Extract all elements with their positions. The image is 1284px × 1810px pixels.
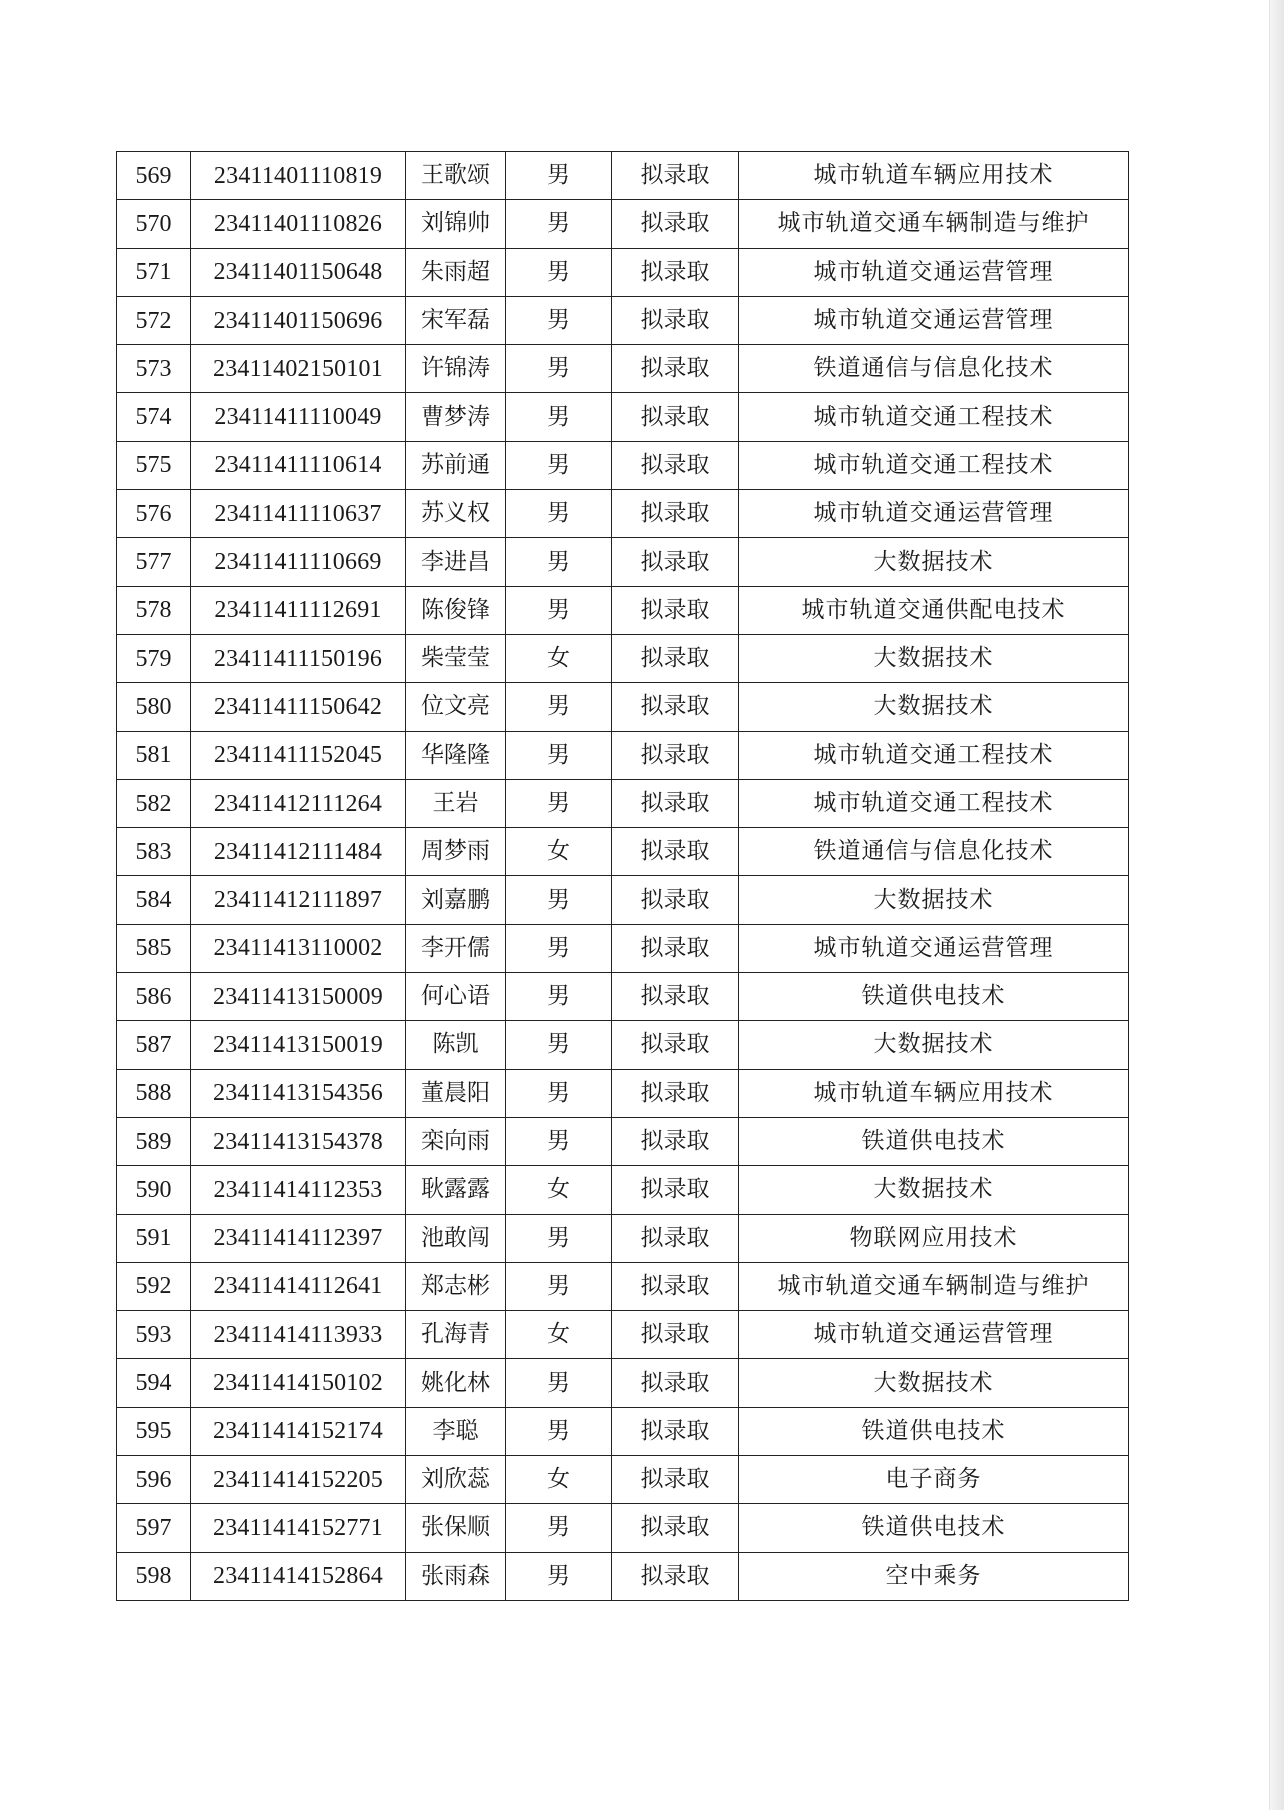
major-cell: 城市轨道交通工程技术 — [739, 731, 1129, 779]
row-number-cell: 570 — [117, 200, 191, 248]
name-cell: 耿露露 — [406, 1166, 506, 1214]
row-number-cell: 598 — [117, 1552, 191, 1600]
name-cell: 栾向雨 — [406, 1117, 506, 1165]
row-number-cell: 595 — [117, 1407, 191, 1455]
major-cell: 城市轨道交通运营管理 — [739, 296, 1129, 344]
status-cell: 拟录取 — [612, 1117, 739, 1165]
row-number-cell: 581 — [117, 731, 191, 779]
table-row — [117, 973, 1129, 1021]
major-cell: 铁道供电技术 — [739, 973, 1129, 1021]
status-cell: 拟录取 — [612, 973, 739, 1021]
major-cell: 城市轨道车辆应用技术 — [739, 1069, 1129, 1117]
row-number-cell: 592 — [117, 1262, 191, 1310]
major-cell: 城市轨道交通车辆制造与维护 — [739, 200, 1129, 248]
candidate-id-cell: 23411413154378 — [191, 1117, 406, 1165]
name-cell: 刘锦帅 — [406, 200, 506, 248]
gender-cell: 男 — [506, 731, 612, 779]
major-cell: 城市轨道交通工程技术 — [739, 441, 1129, 489]
row-number-cell: 591 — [117, 1214, 191, 1262]
status-cell: 拟录取 — [612, 490, 739, 538]
gender-cell: 男 — [506, 296, 612, 344]
table-row — [117, 1359, 1129, 1407]
name-cell: 何心语 — [406, 973, 506, 1021]
table-row — [117, 200, 1129, 248]
gender-cell: 女 — [506, 828, 612, 876]
major-cell: 物联网应用技术 — [739, 1214, 1129, 1262]
name-cell: 朱雨超 — [406, 248, 506, 296]
candidate-id-cell: 23411414152864 — [191, 1552, 406, 1600]
gender-cell: 男 — [506, 1504, 612, 1552]
name-cell: 姚化林 — [406, 1359, 506, 1407]
table-row — [117, 1311, 1129, 1359]
major-cell: 大数据技术 — [739, 683, 1129, 731]
table-row — [117, 1456, 1129, 1504]
name-cell: 苏前通 — [406, 441, 506, 489]
candidate-id-cell: 23411413150019 — [191, 1021, 406, 1069]
gender-cell: 男 — [506, 876, 612, 924]
name-cell: 王歌颂 — [406, 152, 506, 200]
name-cell: 周梦雨 — [406, 828, 506, 876]
status-cell: 拟录取 — [612, 634, 739, 682]
status-cell: 拟录取 — [612, 1504, 739, 1552]
candidate-id-cell: 23411411110669 — [191, 538, 406, 586]
status-cell: 拟录取 — [612, 345, 739, 393]
gender-cell: 男 — [506, 1359, 612, 1407]
row-number-cell: 569 — [117, 152, 191, 200]
gender-cell: 男 — [506, 1552, 612, 1600]
row-number-cell: 573 — [117, 345, 191, 393]
name-cell: 董晨阳 — [406, 1069, 506, 1117]
row-number-cell: 589 — [117, 1117, 191, 1165]
status-cell: 拟录取 — [612, 441, 739, 489]
gender-cell: 男 — [506, 152, 612, 200]
candidate-id-cell: 23411414112353 — [191, 1166, 406, 1214]
candidate-id-cell: 23411411152045 — [191, 731, 406, 779]
candidate-id-cell: 23411401150696 — [191, 296, 406, 344]
table-row — [117, 586, 1129, 634]
row-number-cell: 594 — [117, 1359, 191, 1407]
name-cell: 李进昌 — [406, 538, 506, 586]
major-cell: 空中乘务 — [739, 1552, 1129, 1600]
gender-cell: 男 — [506, 200, 612, 248]
row-number-cell: 580 — [117, 683, 191, 731]
name-cell: 宋军磊 — [406, 296, 506, 344]
candidate-id-cell: 23411401150648 — [191, 248, 406, 296]
gender-cell: 男 — [506, 345, 612, 393]
gender-cell: 男 — [506, 1407, 612, 1455]
table-row — [117, 683, 1129, 731]
name-cell: 李开儒 — [406, 924, 506, 972]
name-cell: 许锦涛 — [406, 345, 506, 393]
major-cell: 城市轨道交通运营管理 — [739, 1311, 1129, 1359]
gender-cell: 男 — [506, 393, 612, 441]
row-number-cell: 577 — [117, 538, 191, 586]
status-cell: 拟录取 — [612, 1069, 739, 1117]
name-cell: 张雨森 — [406, 1552, 506, 1600]
table-row — [117, 1262, 1129, 1310]
status-cell: 拟录取 — [612, 683, 739, 731]
row-number-cell: 590 — [117, 1166, 191, 1214]
gender-cell: 男 — [506, 973, 612, 1021]
gender-cell: 女 — [506, 634, 612, 682]
name-cell: 曹梦涛 — [406, 393, 506, 441]
candidate-id-cell: 23411401110819 — [191, 152, 406, 200]
admission-table-body — [117, 152, 1129, 1601]
candidate-id-cell: 23411413110002 — [191, 924, 406, 972]
major-cell: 城市轨道交通运营管理 — [739, 924, 1129, 972]
gender-cell: 女 — [506, 1456, 612, 1504]
candidate-id-cell: 23411401110826 — [191, 200, 406, 248]
major-cell: 铁道供电技术 — [739, 1407, 1129, 1455]
table-row — [117, 393, 1129, 441]
gender-cell: 男 — [506, 248, 612, 296]
table-row — [117, 634, 1129, 682]
gender-cell: 男 — [506, 1214, 612, 1262]
table-row — [117, 1069, 1129, 1117]
major-cell: 大数据技术 — [739, 538, 1129, 586]
row-number-cell: 588 — [117, 1069, 191, 1117]
candidate-id-cell: 23411414152205 — [191, 1456, 406, 1504]
table-row — [117, 1117, 1129, 1165]
gender-cell: 男 — [506, 683, 612, 731]
status-cell: 拟录取 — [612, 731, 739, 779]
major-cell: 电子商务 — [739, 1456, 1129, 1504]
gender-cell: 男 — [506, 1262, 612, 1310]
gender-cell: 女 — [506, 1311, 612, 1359]
name-cell: 陈凯 — [406, 1021, 506, 1069]
candidate-id-cell: 23411411110049 — [191, 393, 406, 441]
major-cell: 铁道通信与信息化技术 — [739, 345, 1129, 393]
candidate-id-cell: 23411414152174 — [191, 1407, 406, 1455]
status-cell: 拟录取 — [612, 393, 739, 441]
status-cell: 拟录取 — [612, 1214, 739, 1262]
major-cell: 城市轨道交通工程技术 — [739, 779, 1129, 827]
name-cell: 刘欣蕊 — [406, 1456, 506, 1504]
name-cell: 位文亮 — [406, 683, 506, 731]
status-cell: 拟录取 — [612, 538, 739, 586]
major-cell: 大数据技术 — [739, 1166, 1129, 1214]
gender-cell: 男 — [506, 538, 612, 586]
major-cell: 城市轨道交通供配电技术 — [739, 586, 1129, 634]
candidate-id-cell: 23411414150102 — [191, 1359, 406, 1407]
admission-table — [116, 151, 1129, 1601]
major-cell: 城市轨道交通运营管理 — [739, 490, 1129, 538]
table-row — [117, 345, 1129, 393]
candidate-id-cell: 23411414112641 — [191, 1262, 406, 1310]
status-cell: 拟录取 — [612, 924, 739, 972]
status-cell: 拟录取 — [612, 1456, 739, 1504]
major-cell: 大数据技术 — [739, 1359, 1129, 1407]
name-cell: 王岩 — [406, 779, 506, 827]
name-cell: 郑志彬 — [406, 1262, 506, 1310]
status-cell: 拟录取 — [612, 1262, 739, 1310]
table-row — [117, 731, 1129, 779]
row-number-cell: 593 — [117, 1311, 191, 1359]
candidate-id-cell: 23411411110637 — [191, 490, 406, 538]
status-cell: 拟录取 — [612, 1021, 739, 1069]
gender-cell: 男 — [506, 490, 612, 538]
gender-cell: 男 — [506, 1069, 612, 1117]
major-cell: 铁道通信与信息化技术 — [739, 828, 1129, 876]
row-number-cell: 587 — [117, 1021, 191, 1069]
gender-cell: 男 — [506, 924, 612, 972]
major-cell: 城市轨道交通工程技术 — [739, 393, 1129, 441]
gender-cell: 女 — [506, 1166, 612, 1214]
status-cell: 拟录取 — [612, 1166, 739, 1214]
table-row — [117, 538, 1129, 586]
page-edge — [1269, 0, 1284, 1810]
status-cell: 拟录取 — [612, 828, 739, 876]
status-cell: 拟录取 — [612, 248, 739, 296]
table-row — [117, 779, 1129, 827]
table-row — [117, 490, 1129, 538]
table-row — [117, 828, 1129, 876]
candidate-id-cell: 23411414152771 — [191, 1504, 406, 1552]
candidate-id-cell: 23411411150642 — [191, 683, 406, 731]
major-cell: 铁道供电技术 — [739, 1504, 1129, 1552]
major-cell: 城市轨道交通运营管理 — [739, 248, 1129, 296]
name-cell: 刘嘉鹏 — [406, 876, 506, 924]
name-cell: 李聪 — [406, 1407, 506, 1455]
name-cell: 柴莹莹 — [406, 634, 506, 682]
name-cell: 苏义权 — [406, 490, 506, 538]
gender-cell: 男 — [506, 1021, 612, 1069]
candidate-id-cell: 23411411150196 — [191, 634, 406, 682]
candidate-id-cell: 23411414113933 — [191, 1311, 406, 1359]
status-cell: 拟录取 — [612, 586, 739, 634]
status-cell: 拟录取 — [612, 152, 739, 200]
candidate-id-cell: 23411411112691 — [191, 586, 406, 634]
candidate-id-cell: 23411413150009 — [191, 973, 406, 1021]
status-cell: 拟录取 — [612, 1311, 739, 1359]
status-cell: 拟录取 — [612, 1407, 739, 1455]
candidate-id-cell: 23411412111264 — [191, 779, 406, 827]
major-cell: 大数据技术 — [739, 634, 1129, 682]
major-cell: 大数据技术 — [739, 876, 1129, 924]
major-cell: 城市轨道交通车辆制造与维护 — [739, 1262, 1129, 1310]
row-number-cell: 575 — [117, 441, 191, 489]
row-number-cell: 585 — [117, 924, 191, 972]
gender-cell: 男 — [506, 586, 612, 634]
major-cell: 铁道供电技术 — [739, 1117, 1129, 1165]
table-row — [117, 441, 1129, 489]
gender-cell: 男 — [506, 779, 612, 827]
row-number-cell: 572 — [117, 296, 191, 344]
table-row — [117, 1552, 1129, 1600]
status-cell: 拟录取 — [612, 1359, 739, 1407]
table-row — [117, 1166, 1129, 1214]
name-cell: 陈俊锋 — [406, 586, 506, 634]
candidate-id-cell: 23411413154356 — [191, 1069, 406, 1117]
candidate-id-cell: 23411414112397 — [191, 1214, 406, 1262]
table-row — [117, 1214, 1129, 1262]
candidate-id-cell: 23411411110614 — [191, 441, 406, 489]
table-row — [117, 1407, 1129, 1455]
major-cell: 城市轨道车辆应用技术 — [739, 152, 1129, 200]
candidate-id-cell: 23411412111484 — [191, 828, 406, 876]
name-cell: 张保顺 — [406, 1504, 506, 1552]
row-number-cell: 586 — [117, 973, 191, 1021]
candidate-id-cell: 23411412111897 — [191, 876, 406, 924]
table-row — [117, 296, 1129, 344]
status-cell: 拟录取 — [612, 779, 739, 827]
row-number-cell: 574 — [117, 393, 191, 441]
row-number-cell: 583 — [117, 828, 191, 876]
candidate-id-cell: 23411402150101 — [191, 345, 406, 393]
table-row — [117, 248, 1129, 296]
status-cell: 拟录取 — [612, 1552, 739, 1600]
row-number-cell: 576 — [117, 490, 191, 538]
row-number-cell: 578 — [117, 586, 191, 634]
row-number-cell: 579 — [117, 634, 191, 682]
status-cell: 拟录取 — [612, 200, 739, 248]
row-number-cell: 596 — [117, 1456, 191, 1504]
row-number-cell: 571 — [117, 248, 191, 296]
gender-cell: 男 — [506, 441, 612, 489]
table-row — [117, 152, 1129, 200]
name-cell: 华隆隆 — [406, 731, 506, 779]
row-number-cell: 597 — [117, 1504, 191, 1552]
status-cell: 拟录取 — [612, 296, 739, 344]
row-number-cell: 582 — [117, 779, 191, 827]
major-cell: 大数据技术 — [739, 1021, 1129, 1069]
gender-cell: 男 — [506, 1117, 612, 1165]
name-cell: 孔海青 — [406, 1311, 506, 1359]
row-number-cell: 584 — [117, 876, 191, 924]
table-row — [117, 924, 1129, 972]
table-row — [117, 876, 1129, 924]
status-cell: 拟录取 — [612, 876, 739, 924]
table-row — [117, 1021, 1129, 1069]
table-row — [117, 1504, 1129, 1552]
name-cell: 池敢闯 — [406, 1214, 506, 1262]
